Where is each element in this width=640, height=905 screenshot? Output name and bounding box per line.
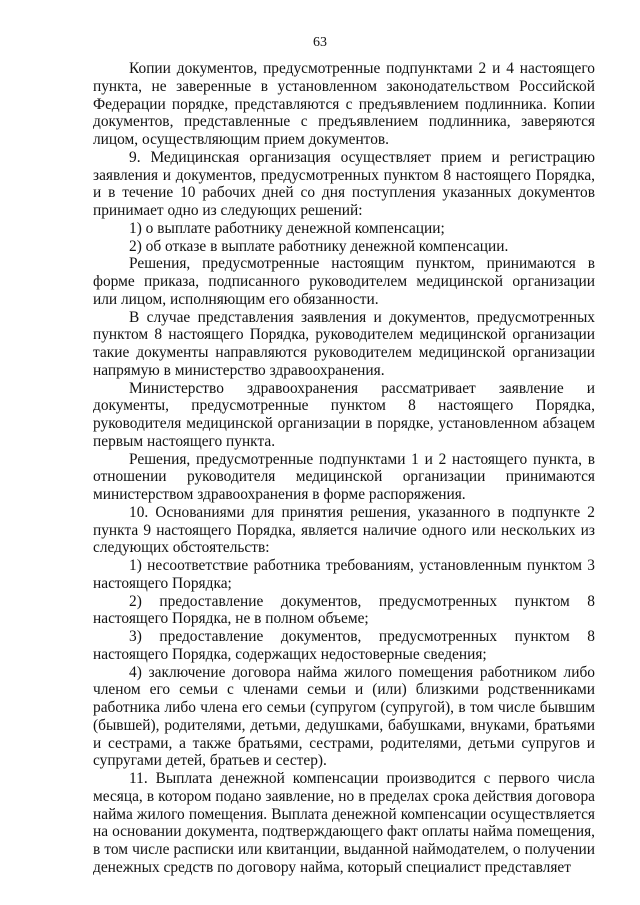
paragraph-ground-2: 2) предоставление документов, предусмотренных пунктом 8 настоящего Порядка, не в полном объеме; xyxy=(93,592,595,628)
paragraph-ministry-decisions: Решения, предусмотренные подпунктами 1 и 2 настоящего пункта, в отношении руководителя медицинской организации принимаются министерством здравоохранения в форме распоряжения. xyxy=(93,450,595,503)
paragraph-decisions-order: Решения, предусмотренные настоящим пунктом, принимаются в форме приказа, подписанного руководителем медицинской организации или лицом, исполняющим его обязанности. xyxy=(93,255,595,308)
paragraph-item-9: 9. Медицинская организация осуществляет прием и регистрацию заявления и документов, предусмотренных пунктом 8 настоящего Порядка, и в течение 10 рабочих дней со дня поступления указанных документов принимает одно из следующих решений: xyxy=(93,148,595,219)
paragraph-item-11: 11. Выплата денежной компенсации производится с первого числа месяца, в котором подано заявление, но в пределах срока действия договора найма жилого помещения. Выплата денежной компенсации осуществляется на основании документа, подтверждающего факт оплаты найма помещения, в том числе расписки или квитанции, выданной наймодателем, о получении денежных средств по договору найма, который специалист представляет xyxy=(93,770,595,876)
paragraph-head-documents: В случае представления заявления и документов, предусмотренных пунктом 8 настоящего Порядка, руководителем медицинской организации такие документы направляются руководителем медицинской организации напрямую в министерство здравоохранения. xyxy=(93,308,595,379)
paragraph-ministry-review: Министерство здравоохранения рассматривает заявление и документы, предусмотренные пунктом 8 настоящего Порядка, руководителя медицинской организации в порядке, установленном абзацем первым настоящего пункта. xyxy=(93,379,595,450)
document-body xyxy=(93,60,595,877)
page-number: 63 xyxy=(313,35,327,50)
paragraph-decision-1: 1) о выплате работнику денежной компенсации; xyxy=(129,219,445,237)
paragraph-item-10: 10. Основаниями для принятия решения, указанного в подпункте 2 пункта 9 настоящего Порядка, является наличие одного или нескольких из следующих обстоятельств: xyxy=(93,503,595,557)
paragraph-ground-3: 3) предоставление документов, предусмотренных пунктом 8 настоящего Порядка, содержащих недостоверные сведения; xyxy=(93,628,595,663)
paragraph-ground-4: 4) заключение договора найма жилого помещения работником либо членом его семьи с членами семьи и (или) близкими родственниками работника либо члена его семьи (супругом (супругой), в том числе бывшим (бывшей), родителями, детьми, дедушками, бабушками, внуками, братьями и сестрами, а также братьями, сестрами, родителями, детьми супругов и супругами детей, братьев и сестер). xyxy=(93,663,595,770)
paragraph-copies-of-documents: Копии документов, предусмотренные подпунктами 2 и 4 настоящего пункта, не заверенные в установленном законодательством Российской Федерации порядке, представляются с предъявлением подлинника. Копии документов, представленные с предъявлением подлинника, заверяются лицом, осуществляющим прием документов. xyxy=(93,60,595,148)
paragraph-decision-2: 2) об отказе в выплате работнику денежной компенсации. xyxy=(129,237,509,255)
paragraph-ground-1: 1) несоответствие работника требованиям, установленным пунктом 3 настоящего Порядка; xyxy=(93,557,595,592)
